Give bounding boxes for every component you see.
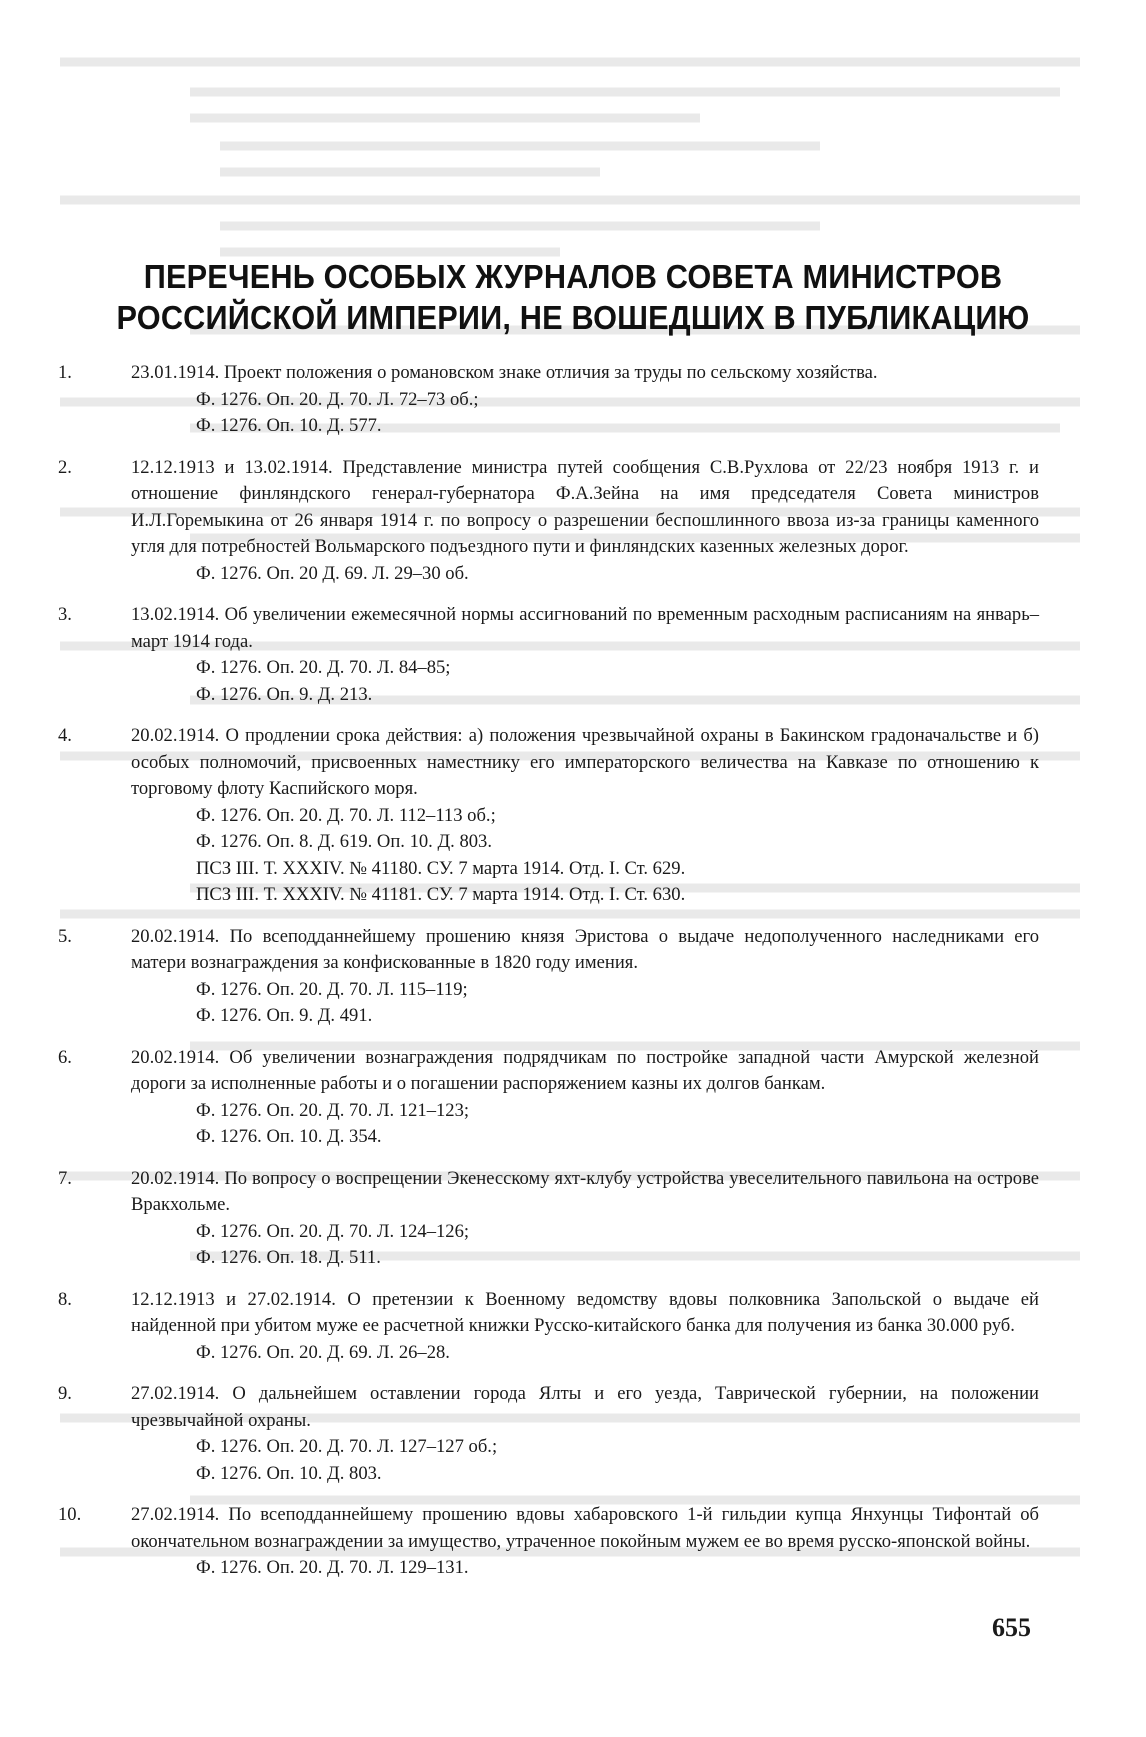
entry-number: 2.	[58, 456, 72, 478]
archive-reference: Ф. 1276. Оп. 10. Д. 803.	[196, 1462, 382, 1484]
list-item	[0, 924, 1146, 1030]
entry-number: 10.	[58, 1504, 82, 1525]
entry-text: 23.01.1914. Проект положения о романовском знаке отличия за труды по сельскому хозяйства.	[131, 362, 878, 383]
journal-list	[0, 360, 1146, 1597]
list-item	[0, 602, 1146, 708]
entry-text: 20.02.1914. Об увеличении вознаграждения подрядчикам по постройке западной части Амурской железной дороги за исполненные работы и о погашении распоряжением казны их долгов банкам.	[131, 1046, 1039, 1094]
entry-text: 12.12.1913 и 13.02.1914. Представление министра путей сообщения С.В.Рухлова от 22/23 ноября 1913 г. и отношение финляндского генерал-губернатора Ф.А.Зейна на имя председателя Совета министров И.Л.Горемыкина от 26 января 1914 г. по вопросу о разрешении беспошлинного ввоза из-за границы каменного угля для потребностей Вольмарского подъездного пути и финляндских казенных железных дорог.	[131, 456, 1039, 557]
list-item	[0, 1502, 1146, 1582]
entry-text: 20.02.1914. По вопросу о воспрещении Экенесскому яхт-клубу устройства увеселительного павильона на острове Вракхольме.	[131, 1167, 1039, 1215]
list-item	[0, 1045, 1146, 1151]
archive-reference: Ф. 1276. Оп. 20. Д. 70. Л. 115–119;	[196, 978, 468, 1000]
page-number: 655	[992, 1613, 1031, 1642]
list-item	[0, 723, 1146, 909]
archive-reference: Ф. 1276. Оп. 20. Д. 70. Л. 127–127 об.;	[196, 1436, 498, 1457]
archive-reference: Ф. 1276. Оп. 20. Д. 70. Л. 124–126;	[196, 1220, 470, 1242]
archive-reference: Ф. 1276. Оп. 20. Д. 69. Л. 26–28.	[196, 1341, 450, 1363]
archive-reference: Ф. 1276. Оп. 20. Д. 70. Л. 129–131.	[196, 1557, 469, 1578]
entry-text: 13.02.1914. Об увеличении ежемесячной нормы ассигнований по временным расходным расписаниям на январь–март 1914 года.	[131, 604, 1039, 652]
archive-reference: Ф. 1276. Оп. 20. Д. 70. Л. 72–73 об.;	[196, 388, 479, 410]
archive-reference: Ф. 1276. Оп. 20. Д. 70. Л. 121–123;	[196, 1099, 470, 1121]
archive-reference: Ф. 1276. Оп. 10. Д. 354.	[196, 1126, 382, 1147]
list-item	[0, 455, 1146, 588]
archive-reference: Ф. 1276. Оп. 8. Д. 619. Оп. 10. Д. 803.	[196, 831, 492, 852]
entry-text: 27.02.1914. О дальнейшем оставлении города Ялты и его уезда, Таврической губернии, на положении чрезвычайной охраны.	[131, 1383, 1039, 1431]
list-item	[0, 1166, 1146, 1272]
entry-number: 6.	[58, 1046, 72, 1068]
archive-reference: Ф. 1276. Оп. 9. Д. 213.	[196, 683, 373, 705]
page-title	[40, 256, 1106, 338]
list-item	[0, 360, 1146, 440]
entry-text: 27.02.1914. По всеподданнейшему прошению вдовы хабаровского 1-й гильдии купца Янхунцы Тифонтай об окончательном вознаграждении за имущество, утраченное покойным мужем ее во время русско-японской войны.	[131, 1504, 1039, 1552]
list-item	[0, 1381, 1146, 1487]
title-line-2: РОССИЙСКОЙ ИМПЕРИИ, НЕ ВОШЕДШИХ В ПУБЛИКАЦИЮ	[116, 299, 1030, 336]
archive-reference: Ф. 1276. Оп. 20 Д. 69. Л. 29–30 об.	[196, 562, 469, 584]
entry-number: 9.	[58, 1383, 72, 1404]
title-line-1: ПЕРЕЧЕНЬ ОСОБЫХ ЖУРНАЛОВ СОВЕТА МИНИСТРОВ	[143, 258, 1003, 295]
archive-reference: ПСЗ III. Т. XXXIV. № 41180. СУ. 7 марта 1914. Отд. I. Ст. 629.	[196, 857, 686, 879]
entry-number: 8.	[58, 1288, 72, 1310]
entry-number: 7.	[58, 1167, 72, 1189]
entry-text: 20.02.1914. По всеподданнейшему прошению князя Эристова о выдаче недополученного наследниками его матери вознаграждения за конфискованные в 1820 году имения.	[131, 925, 1039, 973]
entry-number: 3.	[58, 604, 72, 625]
archive-reference: Ф. 1276. Оп. 18. Д. 511.	[196, 1247, 381, 1268]
archive-reference: Ф. 1276. Оп. 9. Д. 491.	[196, 1005, 373, 1026]
archive-reference: ПСЗ III. Т. XXXIV. № 41181. СУ. 7 марта 1914. Отд. I. Ст. 630.	[196, 884, 686, 905]
entry-text: 12.12.1913 и 27.02.1914. О претензии к Военному ведомству вдовы полковника Запольской о выдаче ей найденной при убитом муже ее расчетной книжки Русско-китайского банка для получения из банка 30.000 руб.	[131, 1288, 1039, 1336]
entry-number: 5.	[58, 925, 72, 947]
archive-reference: Ф. 1276. Оп. 20. Д. 70. Л. 112–113 об.;	[196, 804, 496, 826]
entry-number: 1.	[58, 362, 72, 383]
archive-reference: Ф. 1276. Оп. 20. Д. 70. Л. 84–85;	[196, 657, 451, 678]
archive-reference: Ф. 1276. Оп. 10. Д. 577.	[196, 415, 382, 436]
entry-text: 20.02.1914. О продлении срока действия: а) положения чрезвычайной охраны в Бакинском градоначальстве и б) особых полномочий, присвоенных наместнику его императорского величества на Кавказе по отношению к торговому флоту Каспийского моря.	[131, 725, 1039, 799]
entry-number: 4.	[58, 725, 72, 746]
list-item	[0, 1287, 1146, 1367]
